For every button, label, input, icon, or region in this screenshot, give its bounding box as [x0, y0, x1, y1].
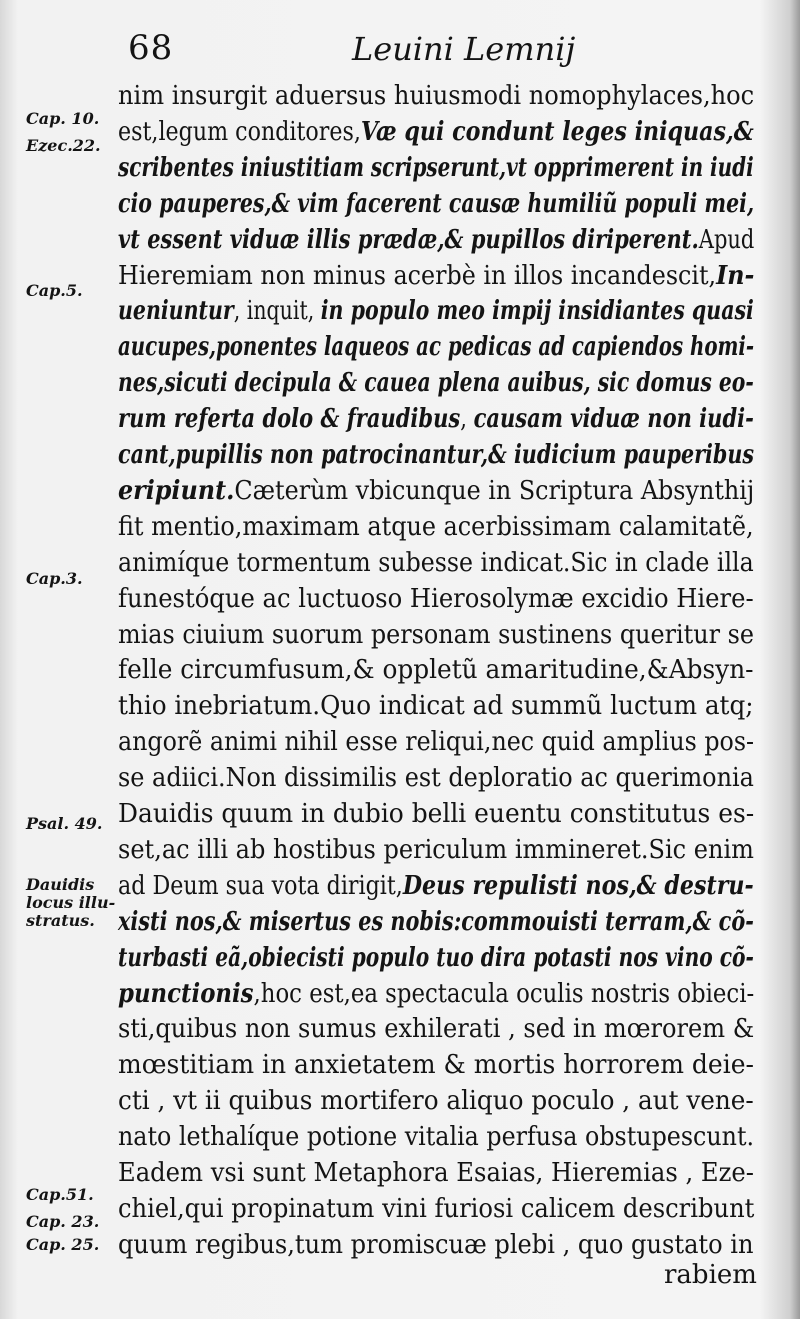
roman-text: funestóque ac luctuoso Hierosolymæ excidio Hiere- — [118, 583, 754, 614]
text-line — [118, 724, 755, 760]
italic-quotation: scribentes iniustitiam scripserunt,vt opprimerent in iudi — [118, 152, 754, 183]
italic-quotation: cant,pupillis non patrocinantur,& iudicium pauperibus — [118, 440, 754, 470]
roman-text: Eadem vsi sunt Metaphora Esaias, Hieremias , Eze- — [118, 1158, 754, 1188]
margin-note: Dauidis — [26, 875, 95, 894]
roman-text: sti,quibus non sumus exhilerati , sed in mœrorem & — [118, 1014, 755, 1045]
roman-text: angorẽ animi nihil esse reliqui,nec quid amplius pos- — [118, 727, 755, 758]
text-line — [118, 293, 754, 329]
text-line — [118, 186, 755, 222]
text-line — [118, 581, 754, 617]
text-line — [118, 509, 754, 545]
roman-text: mœstitiam in anxietatem & mortis horrorem deie- — [118, 1050, 754, 1081]
roman-text: nim insurgit aduersus huiusmodi nomophylaces,hoc — [118, 81, 755, 111]
italic-quotation: nes,sicuti decipula & cauea plena auibus, sic domus eo- — [118, 368, 754, 399]
text-line — [118, 1119, 755, 1155]
text-line — [118, 1155, 754, 1191]
italic-quotation: eripiunt. — [118, 475, 235, 506]
italic-quotation: turbasti eã,obiecisti populo tuo dira potasti nos vino cõ- — [118, 942, 754, 973]
roman-text: se adiici.Non dissimilis est deploratio ac querimonia — [118, 763, 754, 794]
margin-note: Cap. 25. — [26, 1235, 100, 1254]
italic-quotation: In- — [716, 260, 755, 291]
running-head: Leuini Lemnij — [352, 30, 576, 68]
text-line — [118, 258, 755, 294]
italic-quotation: cio pauperes,& vim facerent causæ humiliũ populi mei, — [118, 188, 755, 219]
margin-note: Cap.5. — [26, 281, 83, 300]
text-line — [118, 832, 754, 868]
margin-note: Cap.3. — [26, 569, 83, 588]
margin-note: Cap. 23. — [26, 1212, 100, 1231]
text-line — [118, 617, 754, 653]
italic-quotation: causam viduæ non iudi- — [473, 404, 754, 435]
italic-quotation: aucupes,ponentes laqueos ac pedicas ad capiendos homi- — [118, 332, 755, 363]
roman-text: cti , vt ii quibus mortifero aliquo poculo , aut vene- — [118, 1086, 754, 1117]
text-line — [118, 545, 754, 581]
roman-text: nato lethalíque potione vitalia perfusa obstupescunt. — [118, 1122, 755, 1153]
text-line — [118, 329, 755, 365]
text-line — [118, 868, 754, 904]
roman-text: set,ac illi ab hostibus periculum immineret.Sic enim — [118, 834, 754, 865]
margin-note: Cap.51. — [26, 1185, 94, 1204]
text-line — [118, 1011, 755, 1047]
margin-note: stratus. — [26, 911, 95, 930]
margin-note: Psal. 49. — [26, 814, 103, 833]
roman-text: fit mentio,maximam atque acerbissimam calamitatẽ, — [118, 511, 754, 542]
text-line — [118, 1227, 754, 1263]
margin-note: Cap. 10. — [26, 109, 100, 128]
roman-text: Apud — [698, 224, 755, 255]
roman-text: , — [460, 404, 474, 435]
roman-text: animíque tormentum subesse indicat.Sic in clade illa — [118, 547, 754, 578]
text-line — [118, 365, 754, 401]
italic-quotation: Væ qui condunt leges iniquas,& — [360, 116, 754, 147]
roman-text: mias ciuium suorum personam sustinens queritur se — [118, 619, 754, 650]
catchword: rabiem — [664, 1260, 757, 1290]
text-line — [118, 114, 754, 150]
text-line — [118, 222, 755, 258]
text-line — [118, 904, 754, 940]
text-line — [118, 796, 755, 832]
italic-quotation: punctionis — [118, 978, 254, 1009]
roman-text: Hieremiam non minus acerbè in illos incandescit, — [118, 260, 717, 291]
italic-quotation: in populo meo impij insidiantes quasi — [320, 296, 754, 327]
italic-quotation: vt essent viduæ illis prædæ,& pupillos diriperent. — [118, 224, 699, 255]
italic-quotation: ueniuntur — [118, 296, 234, 327]
italic-quotation: Deus repulisti nos,& destru- — [402, 870, 754, 901]
text-line — [118, 1191, 755, 1227]
text-line — [118, 78, 755, 114]
page-header — [0, 14, 800, 74]
roman-text: quum regibus,tum promiscuæ plebi , quo gustato in — [118, 1229, 754, 1260]
text-line — [118, 473, 755, 509]
text-line — [118, 150, 754, 186]
roman-text: , inquit, — [233, 296, 321, 327]
text-line — [118, 688, 754, 724]
page-number: 68 — [128, 28, 174, 68]
text-line — [118, 1047, 754, 1083]
text-line — [118, 437, 754, 473]
text-line — [118, 401, 754, 437]
italic-quotation: rum referta dolo & fraudibus — [118, 404, 461, 435]
roman-text: ad Deum sua vota dirigit, — [118, 870, 403, 901]
roman-text: est,legum conditores, — [118, 116, 361, 147]
text-line — [118, 940, 754, 976]
text-line — [118, 652, 754, 688]
text-line — [118, 760, 754, 796]
text-line — [118, 1083, 754, 1119]
italic-quotation: xisti nos,& misertus es nobis:commouisti terram,& cõ- — [118, 906, 754, 937]
roman-text: Cæterùm vbicunque in Scriptura Absynthij — [234, 475, 755, 506]
roman-text: ,hoc est,ea spectacula oculis nostris obieci- — [253, 978, 755, 1009]
roman-text: Dauidis quum in dubio belli euentu constitutus es- — [118, 799, 755, 829]
roman-text: chiel,qui propinatum vini furiosi calicem describunt — [118, 1193, 755, 1224]
roman-text: thio inebriatum.Quo indicat ad summũ luctum atq; — [118, 691, 754, 722]
margin-note: locus illu- — [26, 893, 116, 912]
margin-note: Ezec.22. — [26, 136, 101, 155]
text-line — [118, 976, 755, 1012]
roman-text: felle circumfusum,& oppletũ amaritudine,&Absyn- — [118, 655, 754, 686]
